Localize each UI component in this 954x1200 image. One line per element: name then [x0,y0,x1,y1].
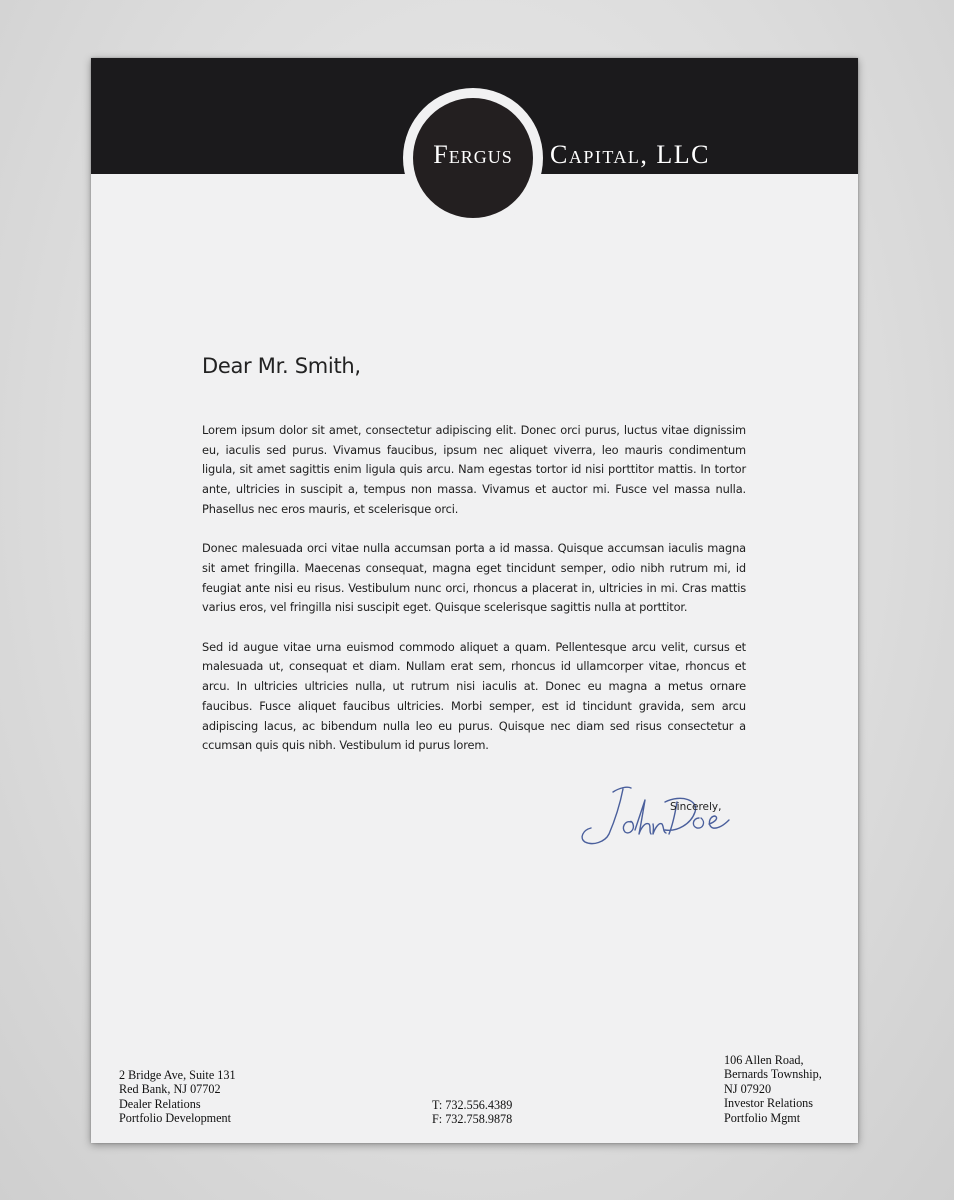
salutation: Dear Mr. Smith, [202,354,361,378]
paragraph: Lorem ipsum dolor sit amet, consectetur adipiscing elit. Donec orci purus, luctus vitae dignissim eu, iaculis sed purus. Vivamus faucibus, ipsum nec aliquet viverra, leo mauris condimentum ligula, sit amet sagittis enim ligula quis arcu. Nam egestas tortor id nisi porttitor mattis. In tortor ante, ultricies in suscipit a, tempus non massa. Vivamus et auctor mi. Fusce vel massa nulla. Phasellus nec eros mauris, et scelerisque orci. [202,423,746,516]
footer-line: 106 Allen Road, [724,1053,804,1067]
footer-left-address [119,1068,236,1126]
paragraph: Sed id augue vitae urna euismod commodo aliquet a quam. Pellentesque arcu velit, cursus et malesuada ut, consequat et diam. Nullam erat sem, rhoncus id ullamcorper vitae, rhoncus et arcu. In ultricies ultricies nulla, ut rutrum nisi iaculis at. Donec eu magna a metus ornare faucibus. Fusce aliquet faucibus ultricies. Morbi semper, est id tincidunt gravida, sem arcu adipiscing lacus, ac bibendum nulla leo eu purus. Quisque nec diam sed risus consectetur a ccumsan quis quis nibh. Vestibulum id purus lorem. [202,639,746,753]
footer-line: Portfolio Mgmt [724,1110,801,1125]
footer-right-address [724,1053,822,1125]
footer-line: Portfolio Development [119,1111,232,1126]
footer-phone: T: 732.556.4389 [432,1098,513,1112]
footer-line: Investor Relations [724,1096,814,1111]
footer-line: Bernards Township, [724,1067,822,1082]
signature [573,778,743,858]
letter-body [202,421,746,776]
footer-fax: F: 732.758.9878 [432,1112,513,1127]
paragraph: Donec malesuada orci vitae nulla accumsan porta a id massa. Quisque accumsan iaculis magna sit amet fringilla. Maecenas consequat, magna eget tincidunt semper, odio nibh rutrum mi, id feugiat ante nisi eu risus. Vestibulum nunc orci, rhoncus a placerat in, ultricies in mi. Cras mattis varius eros, vel fringilla nisi suscipit eget. Quisque scelerisque sagittis nulla at porttitor. [202,541,746,615]
logo-wordmark: Fergus [433,140,513,169]
letter-sheet [91,58,858,1143]
footer-line: NJ 07920 [724,1081,772,1096]
footer-line: Dealer Relations [119,1096,201,1111]
footer-line: Red Bank, NJ 07702 [119,1082,221,1097]
company-name: Capital, LLC [550,140,710,169]
footer-contact [432,1098,512,1127]
closing: Sincerely, [670,801,722,813]
footer-line: 2 Bridge Ave, Suite 131 [119,1068,236,1082]
